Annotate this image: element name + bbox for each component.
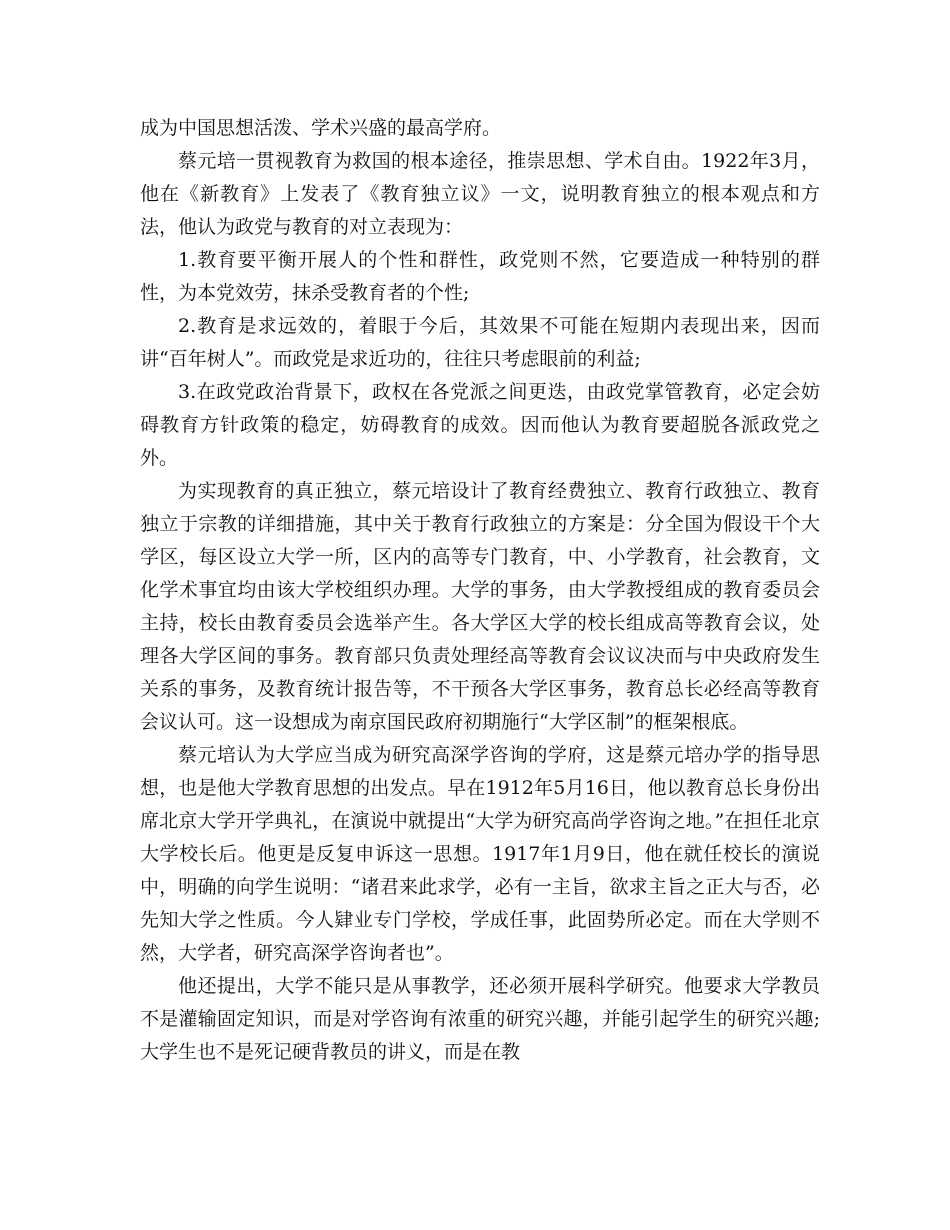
paragraph-3: 1.教育要平衡开展人的个性和群性，政党则不然，它要造成一种特别的群性，为本党效劳，抹杀受教育者的个性; [140, 249, 820, 304]
paragraph-5: 3.在政党政治背景下，政权在各党派之间更迭，由政党掌管教育，必定会妨碍教育方针政策的稳定，妨碍教育的成效。因而他认为教育要超脱各派政党之外。 [140, 381, 820, 469]
paragraph-7: 蔡元培认为大学应当成为研究高深学咨询的学府，这是蔡元培办学的指导思想，也是他大学教育思想的出发点。早在1912年5月16日，他以教育总长身份出席北京大学开学典礼，在演说中就提出“大学为研究高尚学咨询之地。”在担任北京大学校长后。他更是反复申诉这一思想。1917年1月9日，他在就任校长的演说中，明确的向学生说明：“诸君来此求学，必有一主旨，欲求主旨之正大与否，必先知大学之性质。今人肄业专门学校，学成任事，此固势所必定。而在大学则不然，大学者，研究高深学咨询者也”。 [140, 744, 820, 964]
paragraph-2: 蔡元培一贯视教育为救国的根本途径，推崇思想、学术自由。1922年3月，他在《新教育》上发表了《教育独立议》一文，说明教育独立的根本观点和方法，他认为政党与教育的对立表现为： [140, 150, 820, 238]
body-text [140, 112, 820, 1069]
paragraph-1: 成为中国思想活泼、学术兴盛的最高学府。 [140, 117, 502, 139]
paragraph-4: 2.教育是求远效的，着眼于今后，其效果不可能在短期内表现出来，因而讲“百年树人”。而政党是求近功的，往往只考虑眼前的利益; [140, 315, 820, 370]
paragraph-8: 他还提出，大学不能只是从事教学，还必须开展科学研究。他要求大学教员不是灌输固定知识，而是对学咨询有浓重的研究兴趣，并能引起学生的研究兴趣;大学生也不是死记硬背教员的讲义，而是在教 [140, 975, 820, 1063]
paragraph-6: 为实现教育的真正独立，蔡元培设计了教育经费独立、教育行政独立、教育独立于宗教的详细措施，其中关于教育行政独立的方案是：分全国为假设干个大学区，每区设立大学一所，区内的高等专门教育，中、小学教育，社会教育，文化学术事宜均由该大学校组织办理。大学的事务，由大学教授组成的教育委员会主持，校长由教育委员会选举产生。各大学区大学的校长组成高等教育会议，处理各大学区间的事务。教育部只负责处理经高等教育会议议决而与中央政府发生关系的事务，及教育统计报告等，不干预各大学区事务，教育总长必经高等教育会议认可。这一设想成为南京国民政府初期施行“大学区制”的框架根底。 [140, 480, 820, 733]
